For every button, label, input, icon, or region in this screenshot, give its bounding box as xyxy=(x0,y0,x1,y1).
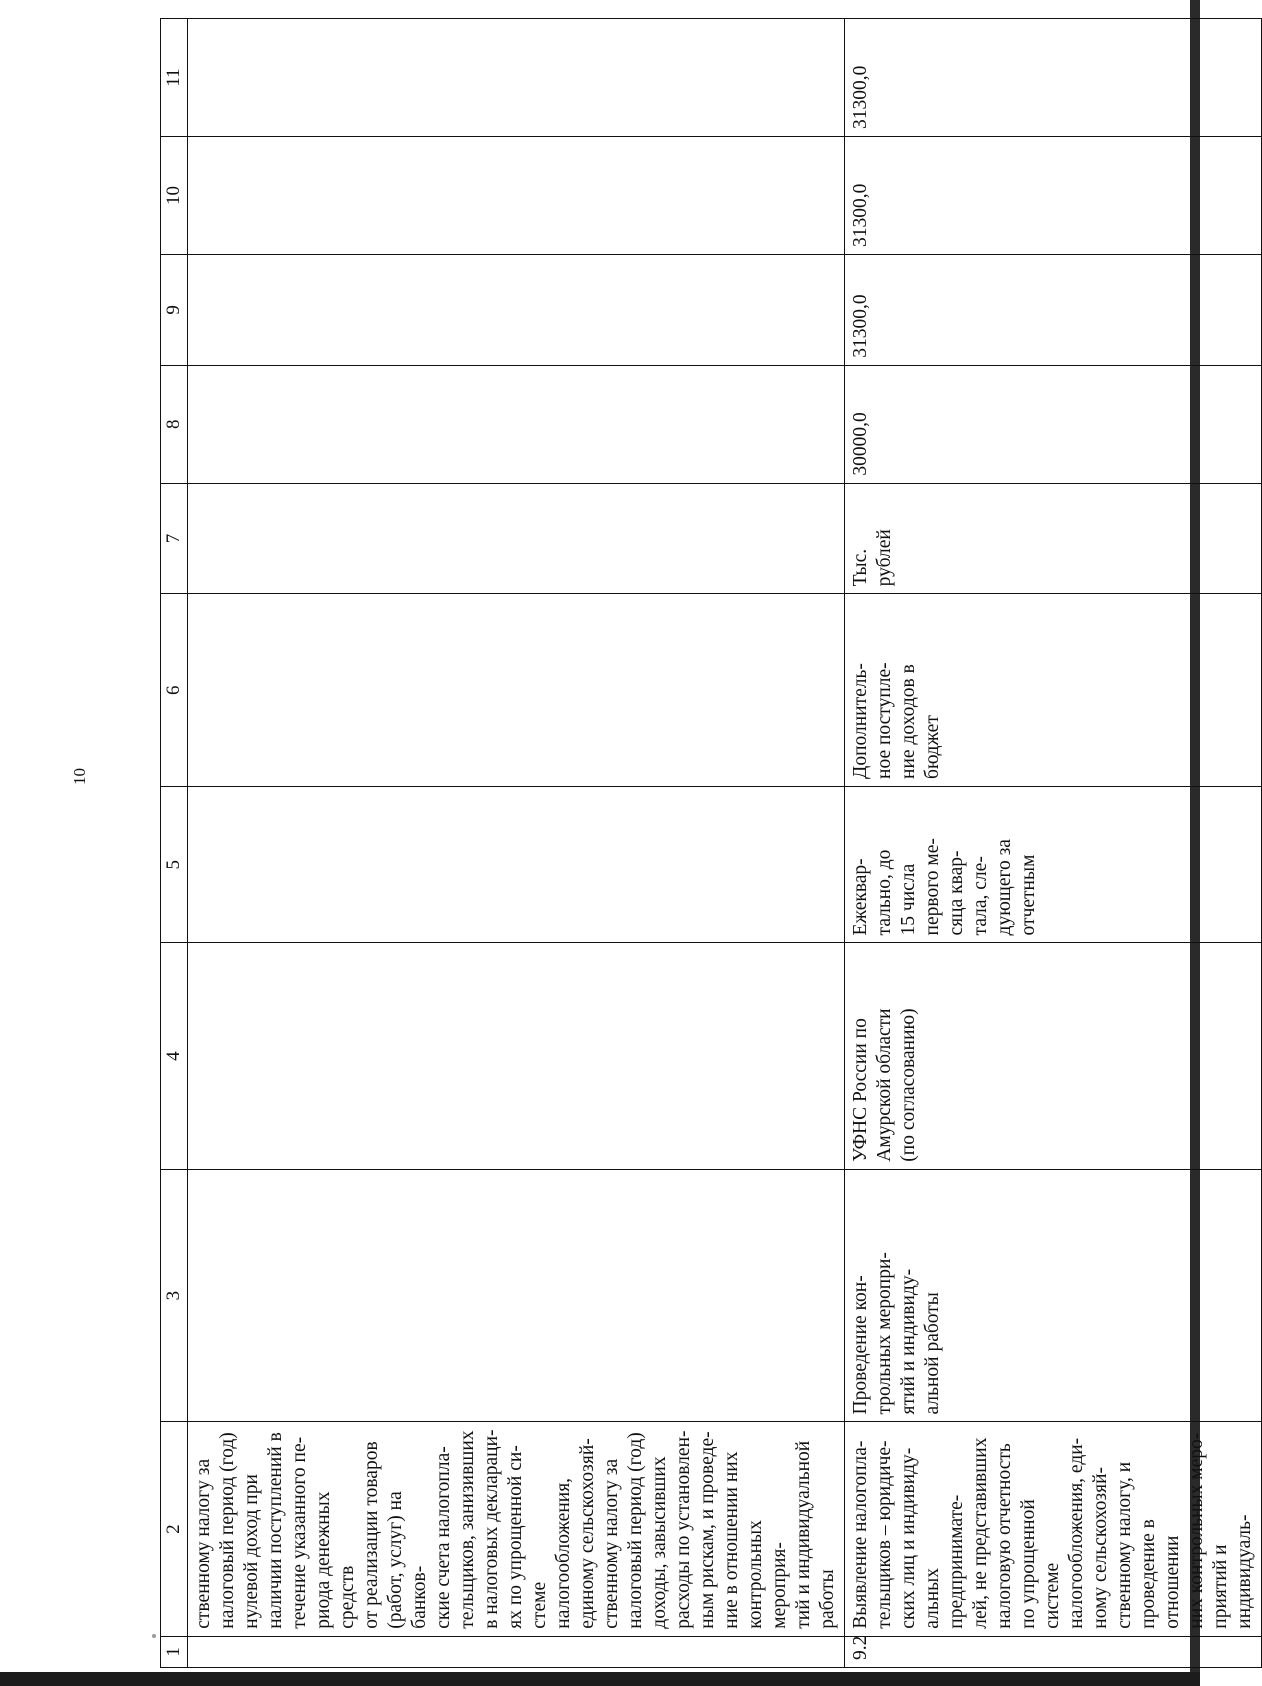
cell-description: ственному налогу за налоговый период (год) нулевой доход при наличии поступлений в течение указанного пе- риода денежных средств от реализации товаров (работ, услуг) на банков- ские счета налогопла- тельщиков, занизивших в налоговых деклараци- ях по упрощенной си- стеме налогообложения, единому сельскохозяй- ственному налогу за налоговый период (год) доходы, завысивших расходы по установлен- ным рискам, и проведе- ние в отношении них контрольных мероприя- тий и индивидуальной работы xyxy=(188,1422,845,1636)
col-header-8: 8 xyxy=(161,365,188,483)
cell-unit xyxy=(188,483,845,594)
col-header-5: 5 xyxy=(161,786,188,942)
rotated-table-container xyxy=(160,18,1255,1668)
cell-executor xyxy=(188,943,845,1169)
cell-unit: Тыс. рублей xyxy=(845,483,1262,594)
page-number: 10 xyxy=(70,768,89,785)
cell-description: Выявление налогопла- тельщиков – юридиче- ских лиц и индивиду- альных предпринимате- лей, не представивших налоговую отчетность по упрощенной системе налогообложения, еди- ному сельскохозяй- ственному налогу, и проведение в отношении них контрольных меро- приятий и индивидуаль- xyxy=(845,1422,1262,1636)
col-header-2: 2 xyxy=(161,1422,188,1636)
col-header-11: 11 xyxy=(161,19,188,137)
cell-value-9 xyxy=(188,254,845,365)
cell-number xyxy=(188,1636,845,1667)
cell-measures: Проведение кон- трольных меропри- ятий и индивиду- альной работы xyxy=(845,1169,1262,1422)
col-header-1: 1 xyxy=(161,1636,188,1667)
cell-value-11: 31300,0 xyxy=(845,19,1262,137)
cell-result: Дополнитель- ное поступле- ние доходов в бюджет xyxy=(845,594,1262,787)
col-header-7: 7 xyxy=(161,483,188,594)
col-header-6: 6 xyxy=(161,594,188,787)
cell-value-8 xyxy=(188,365,845,483)
header-row xyxy=(161,19,188,1668)
cell-value-8: 30000,0 xyxy=(845,365,1262,483)
col-header-9: 9 xyxy=(161,254,188,365)
scan-dot xyxy=(152,1634,156,1638)
cell-deadline xyxy=(188,786,845,942)
cell-measures xyxy=(188,1169,845,1422)
scan-edge-bottom xyxy=(0,1672,1200,1686)
col-header-10: 10 xyxy=(161,137,188,255)
cell-value-11 xyxy=(188,19,845,137)
cell-result xyxy=(188,594,845,787)
table-row-continuation xyxy=(188,19,845,1668)
col-header-3: 3 xyxy=(161,1169,188,1422)
cell-value-10 xyxy=(188,137,845,255)
cell-value-9: 31300,0 xyxy=(845,254,1262,365)
cell-number: 9.2 xyxy=(845,1636,1262,1667)
cell-value-10: 31300,0 xyxy=(845,137,1262,255)
col-header-4: 4 xyxy=(161,943,188,1169)
cell-executor: УФНС России по Амурской области (по согласованию) xyxy=(845,943,1262,1169)
table-row-9-2 xyxy=(845,19,1262,1668)
cell-deadline: Ежеквар- тально, до 15 числа первого ме- сяца квар- тала, сле- дующего за отчетным xyxy=(845,786,1262,942)
plan-table xyxy=(160,18,1262,1668)
